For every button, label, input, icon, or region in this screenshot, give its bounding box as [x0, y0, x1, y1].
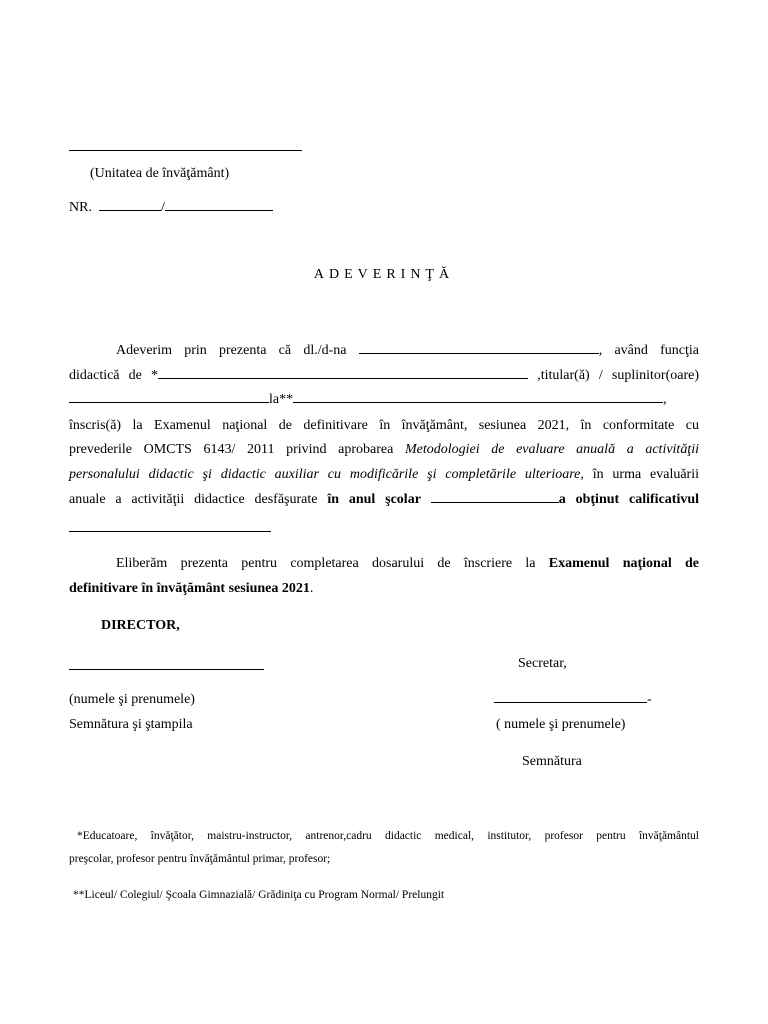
nr-number-blank — [99, 210, 161, 211]
nr-separator: / — [160, 200, 165, 215]
footnote-1-cont: preşcolar, profesor pentru învăţământul primar, profesor; — [69, 853, 331, 865]
p2-line-1: Eliberăm prezenta pentru completarea dosarului de înscriere la Examenul naţional de — [116, 556, 699, 571]
name-blank — [359, 353, 599, 354]
nr-label: NR. — [69, 200, 92, 215]
footnote-2: **Liceul/ Colegiul/ Şcoala Gimnazială/ Grădiniţa cu Program Normal/ Prelungit — [73, 889, 445, 901]
unit-name-line — [69, 150, 302, 151]
school-blank — [293, 402, 663, 403]
director-name-line — [69, 669, 264, 670]
director-signature-caption: Semnătura şi ştampila — [69, 717, 193, 732]
p1-line-6: personalului didactic şi didactic auxiliar cu modificările şi completările ulterioare, în urma evaluării — [69, 467, 699, 482]
rating-blank — [69, 531, 271, 532]
secretar-name-line — [494, 702, 647, 703]
p1-line-2: didactică de * ,titular(ă) / suplinitor(oare) — [69, 368, 699, 383]
footnote-1: *Educatoare, învăţător, maistru-instructor, antrenor,cadru didactic medical, institutor, profesor pentru învăţământul — [77, 830, 699, 842]
p1-line-4: înscris(ă) la Examenul naţional de definitivare în învăţământ, sesiunea 2021, în conformitate cu — [69, 418, 699, 433]
p1-line-3: la** , — [69, 388, 699, 412]
p1-line-7: anuale a activităţii didactice desfăşurate în anul şcolar a obţinut calificativul — [69, 492, 700, 507]
registration-number — [69, 199, 273, 217]
p1-line-1: Adeverim prin prezenta că dl./d-na , având funcţia — [116, 343, 700, 358]
secretar-label: Secretar, — [518, 656, 567, 671]
document-title: ADEVERINŢĂ — [313, 267, 455, 282]
p2-line-2: definitivare în învăţământ sesiunea 2021. — [69, 581, 314, 596]
function-blank — [158, 378, 528, 379]
director-name-caption: (numele şi prenumele) — [69, 692, 195, 707]
school-year-blank — [431, 502, 559, 503]
unit-caption: (Unitatea de învăţământ) — [90, 166, 230, 181]
director-label: DIRECTOR, — [101, 618, 180, 633]
nr-date-blank — [165, 210, 273, 211]
p1-line-5: prevederile OMCTS 6143/ 2011 privind aprobarea Metodologiei de evaluare anuală a activităţii — [69, 442, 699, 457]
secretar-name-caption: ( numele şi prenumele) — [496, 717, 626, 732]
specialty-blank — [69, 402, 269, 403]
secretar-signature-caption: Semnătura — [522, 754, 582, 769]
secretar-name-line-wrap: - — [494, 691, 652, 709]
